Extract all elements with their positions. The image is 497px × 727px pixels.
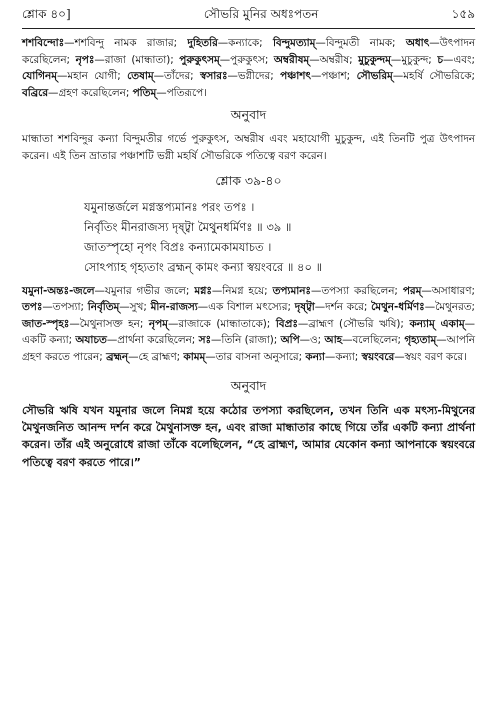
- sanskrit-word: মীন-রাজস্য: [150, 301, 198, 314]
- word-meaning: —দর্শন করে;: [314, 301, 372, 314]
- sanskrit-word: সৌভরিম্: [356, 70, 393, 83]
- sanskrit-word: পতিম্: [132, 86, 157, 99]
- header-verse-ref: শ্লোক ৪০]: [22, 7, 71, 21]
- sanskrit-word: বব্রিরে: [22, 86, 49, 99]
- sanskrit-word: যোগিনম্: [22, 70, 57, 83]
- sanskrit-word: বিপ্রঃ: [275, 317, 298, 330]
- word-meaning: —এক বিশাল মৎস্যের;: [197, 301, 295, 314]
- word-meaning: —ব্রাহ্মণ (সৌভরি ঋষি);: [297, 317, 410, 330]
- sanskrit-word: দৃষ্ট্বা: [294, 301, 315, 314]
- word-meaning: —পুরুকুৎস;: [219, 53, 274, 66]
- word-meaning: —মৈথুনরত;: [424, 301, 476, 314]
- word-meaning: —কন্যা;: [324, 350, 362, 363]
- word-meaning: —এবং;: [442, 53, 475, 66]
- word-meaning: —অসাধারণ;: [421, 284, 475, 297]
- sanskrit-word: জাত-স্পৃহঃ: [22, 317, 70, 330]
- word-meaning: —শশবিন্দু নামক রাজার;: [64, 37, 188, 49]
- word-meaning: —একটি কন্যা;: [22, 317, 475, 347]
- word-meaning: —বিন্দুমতী নামক;: [315, 37, 406, 49]
- verse-line: নির্বৃতিং মীনরাজস্য দৃষ্ট্বা মৈথুনধর্মিণঃ ॥ ৩৯ ॥: [84, 219, 292, 234]
- sanskrit-word: নৃপঃ: [75, 53, 95, 66]
- sanskrit-word: পরম্: [402, 284, 422, 297]
- sanskrit-word: অধাৎ: [405, 37, 430, 49]
- word-meaning: —আপনি গ্রহণ করতে পারেন;: [22, 334, 475, 363]
- sanskrit-word: পঞ্চাশৎ: [280, 70, 311, 83]
- sanskrit-word: তপঃ: [22, 301, 43, 314]
- word-meaning: —মহান যোগী;: [56, 70, 128, 83]
- word-meaning: —রাজা (মান্ধাতা);: [94, 53, 180, 66]
- sanskrit-word: চ: [437, 53, 443, 66]
- word-meaning: —তপস্যা করছিলেন;: [310, 284, 403, 297]
- sanskrit-word: স্বয়ংবরে: [361, 350, 395, 363]
- sanskrit-word: গৃহ্যতাম্: [404, 334, 437, 347]
- sanskrit-word: ব্রহ্মন্: [106, 350, 129, 363]
- word-meaning: —বলেছিলেন;: [342, 334, 405, 347]
- sanskrit-word: পুরুকুৎসম্: [179, 53, 220, 66]
- sanskrit-word: নৃপম্: [148, 317, 168, 330]
- word-meaning: —উৎপাদন করেছিলেন;: [22, 37, 476, 66]
- word-meaning: —যমুনার গভীর জলে;: [94, 284, 195, 297]
- sanskrit-word: কামম্: [183, 350, 206, 363]
- word-meaning: —রাজাকে (মান্ধাতাকে);: [167, 317, 276, 330]
- word-meaning: —মহর্ষি সৌভরিকে;: [392, 70, 475, 83]
- sanskrit-word: মুচুকুন্দম্: [358, 53, 391, 66]
- translation-heading-2: অনুবাদ: [230, 377, 267, 393]
- word-meaning: —কন্যাকে;: [217, 37, 273, 49]
- word-meaning: —পতিরূপে।: [156, 86, 207, 99]
- word-meaning: —তপস্যা;: [42, 301, 88, 314]
- sanskrit-word: অম্বরীষম্: [273, 53, 310, 66]
- word-meaning: —গ্রহণ করেছিলেন;: [48, 86, 133, 99]
- sanskrit-word: স্বসারঃ: [200, 70, 228, 83]
- word-meaning: —ও;: [299, 334, 325, 347]
- word-meaning: —তার বাসনা অনুসারে;: [205, 350, 306, 363]
- word-meaning: —পঞ্চাশ;: [310, 70, 357, 83]
- word-meaning: —ভগ্নীদের;: [227, 70, 281, 83]
- sanskrit-word: বিন্দুমত্যাম্: [272, 37, 316, 49]
- sanskrit-word: যমুনা-অন্তঃ-জলে: [22, 284, 95, 297]
- sanskrit-word: আহ: [324, 334, 343, 347]
- sanskrit-word: কন্যা: [305, 350, 325, 363]
- sanskrit-word: নির্বৃতিম্: [87, 301, 120, 314]
- header-rule: [22, 28, 475, 29]
- sanskrit-word: দুহিতরি: [187, 37, 218, 49]
- header-chapter-title: সৌভরি মুনির অধঃপতন: [203, 7, 319, 21]
- translation-2: সৌভরি ঋষি যখন যমুনার জলে নিমগ্ন হয়ে কঠোর তপস্যা করছিলেন, তখন তিনি এক মৎস্য-মিথুনের মৈথুনজনিত আনন্দ দর্শন করে মৈথুনাসক্ত হন, এবং রাজা মান্ধাতার কাছে গিয়ে তাঁর একটি কন্যা প্রার্থনা করেন। তাঁর এই অনুরোধে রাজা তাঁকে বলেছিলেন, “হে ব্রাহ্মণ, আমার যেকোন কন্যা আপনাকে স্বয়ংবরে পতিত্বে বরণ করতে পারে।”: [22, 403, 475, 469]
- header-page-number: ১৫৯: [451, 7, 475, 21]
- sanskrit-word: অপি: [280, 334, 300, 347]
- word-meaning: —নিমগ্ন হয়ে;: [211, 284, 273, 297]
- page-header: [22, 6, 475, 26]
- sanskrit-word: সঃ: [198, 334, 211, 347]
- sanskrit-word: মগ্নঃ: [194, 284, 212, 297]
- translation-heading-1: অনুবাদ: [230, 107, 267, 123]
- verse-heading: শ্লোক ৩৯-৪০: [215, 172, 282, 188]
- word-meaning: —মৈথুনাসক্ত হন;: [69, 317, 149, 330]
- word-meaning: —সুখ;: [119, 301, 151, 314]
- verse-line: সোঽপ্যাহ গৃহ্যতাং ব্রহ্মন্ কামং কন্যা স্বয়ংবরে ॥ ৪০ ॥: [84, 259, 323, 274]
- word-meaning: —তিনি (রাজা);: [211, 334, 281, 347]
- sanskrit-word: অযাচত: [75, 334, 107, 347]
- verse-line: জাতস্পৃহো নৃপং বিপ্রঃ কন্যামেকামযাচত ।: [84, 239, 272, 254]
- sanskrit-word: মৈথুন-ধর্মিণঃ: [371, 301, 425, 314]
- translation-1: মান্ধাতা শশবিন্দুর কন্যা বিন্দুমতীর গর্ভে পুরুকুৎস, অম্বরীষ এবং মহাযোগী মুচুকুন্দ, এই তিনটি পুত্র উৎপাদন করেন। এই তিন ভ্রাতার পঞ্চাশটি ভগ্নী মহর্ষি সৌভরিকে পতিত্বে বরণ করেন।: [22, 133, 475, 162]
- word-meaning: —অম্বরীষ;: [309, 53, 359, 66]
- verse-line: যমুনান্তর্জলে মগ্নস্তপ্যমানঃ পরং তপঃ ।: [84, 199, 255, 214]
- sanskrit-word: তেষাম্: [127, 70, 154, 83]
- word-meaning: —হে ব্রাহ্মণ;: [128, 350, 184, 363]
- word-meaning: —প্রার্থনা করেছিলেন;: [106, 334, 199, 347]
- word-meaning: —স্বয়ং বরণ করে।: [394, 350, 467, 363]
- word-meanings-1: [22, 35, 475, 101]
- sanskrit-word: শশবিন্দোঃ: [22, 37, 65, 49]
- word-meaning: —মুচুকুন্দ;: [390, 53, 438, 66]
- sanskrit-word: তপ্যমানঃ: [272, 284, 311, 297]
- word-meaning: —তাঁদের;: [153, 70, 201, 83]
- verse-block: [22, 197, 475, 277]
- sanskrit-word: কন্যাম্ একাম্: [409, 317, 465, 330]
- word-meanings-2: [22, 283, 475, 366]
